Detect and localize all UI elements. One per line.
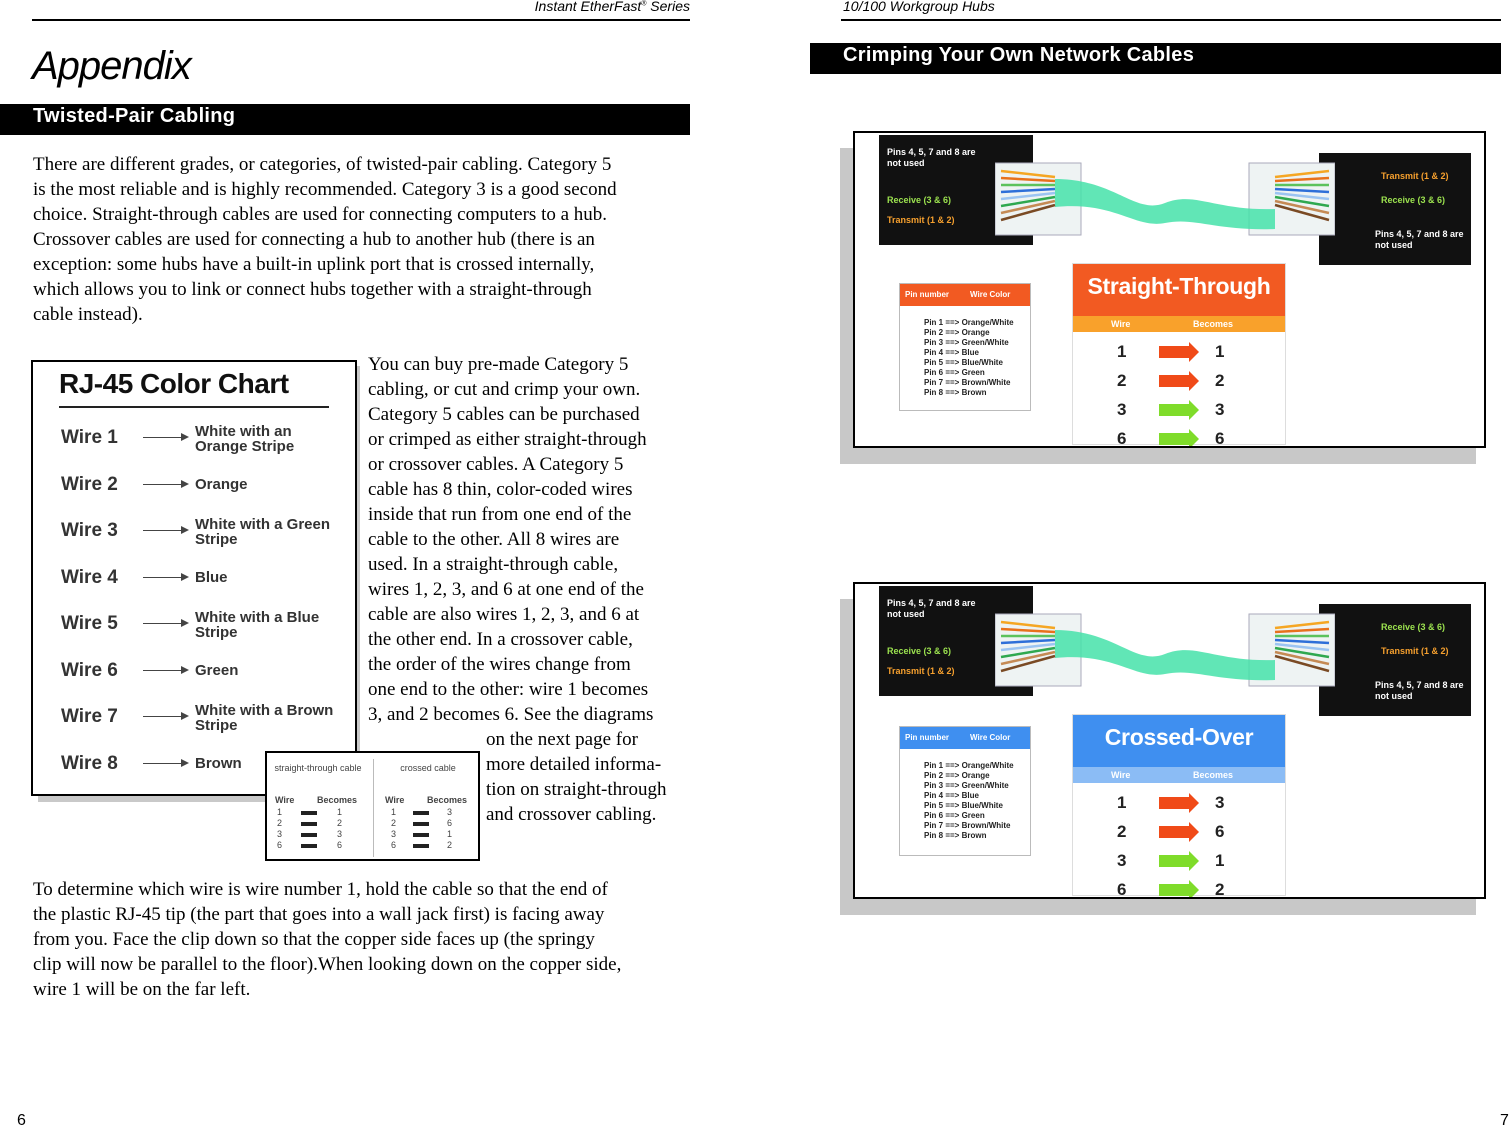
wire-number: 1 <box>1117 793 1127 812</box>
mapping-row <box>1073 789 1285 818</box>
rj45-wire-color: Brown <box>195 754 242 772</box>
rj45-wire-color: Green <box>195 661 239 679</box>
mapping-row <box>1073 876 1285 899</box>
becomes-number: 2 <box>1215 880 1225 899</box>
straight-through-diagram <box>853 131 1486 448</box>
cable-mapping-table <box>265 751 480 861</box>
rj45-row <box>61 564 351 604</box>
arrow-icon <box>1159 404 1189 416</box>
arrow-icon <box>1159 375 1189 387</box>
paragraph-3-line: clip will now be parallel to the floor).When looking down on the copper side, <box>33 954 622 975</box>
becomes-header: Becomes <box>1193 770 1234 780</box>
table-cell: 2 <box>391 818 397 828</box>
right-page-number: 7 <box>1500 1112 1509 1129</box>
rj45-wire-label: Wire 3 <box>61 520 118 541</box>
wire-color-header: Wire Color <box>970 733 1011 742</box>
arrow-icon <box>143 623 183 624</box>
arrow-icon <box>1159 433 1189 445</box>
right-connector-panel <box>1319 604 1471 716</box>
wire-number: 1 <box>1117 342 1127 361</box>
cable-jacket <box>1055 630 1275 680</box>
pin-row: Pin 7 ==> Brown/White <box>924 821 1011 830</box>
table-cell: 2 <box>337 818 343 828</box>
pin-row: Pin 1 ==> Orange/White <box>924 318 1014 327</box>
arrow-icon <box>1159 826 1189 838</box>
pin-row: Pin 4 ==> Blue <box>924 791 979 800</box>
straight-wire-label: Wire <box>275 795 295 805</box>
pin-number-header: Pin number <box>905 290 950 299</box>
arrow-icon <box>413 844 429 848</box>
mapping-row <box>1073 425 1285 448</box>
pin-color-list <box>899 726 1031 856</box>
pin-row: Pin 5 ==> Blue/White <box>924 358 1003 367</box>
rj45-row <box>61 471 351 511</box>
mapping-row <box>1073 818 1285 847</box>
arrow-icon <box>301 844 317 848</box>
paragraph-1-line: is the most reliable and is highly recommended. Category 3 is a good second <box>33 179 617 200</box>
paragraph-2-tail-line: and crossover cabling. <box>486 804 657 825</box>
becomes-header: Becomes <box>1193 319 1234 329</box>
receive-label: Receive (3 & 6) <box>887 646 952 656</box>
paragraph-2-line: used. In a straight-through cable, <box>368 554 619 575</box>
rj45-wire-color: White with a Brown Stripe <box>195 702 334 734</box>
paragraph-2-line: cabling, or cut and crimp your own. <box>368 379 641 400</box>
right-pin-label-b: Receive (3 & 6) <box>1381 195 1446 205</box>
cable-illustration <box>995 608 1335 698</box>
paragraph-2-line: inside that run from one end of the <box>368 504 632 525</box>
receive-label: Receive (3 & 6) <box>887 195 952 205</box>
paragraph-2-tail-line: on the next page for <box>486 729 638 750</box>
rj45-wire-color: White with a Green Stripe <box>195 516 331 548</box>
right-header-rule <box>841 19 1501 21</box>
rj45-wire-label: Wire 1 <box>61 427 118 448</box>
rj45-wire-label: Wire 5 <box>61 613 118 634</box>
arrow-icon <box>413 811 429 815</box>
becomes-number: 3 <box>1215 400 1225 419</box>
paragraph-3 <box>33 877 621 1002</box>
crossed-head: crossed cable <box>400 763 456 773</box>
pin-color-list <box>899 283 1031 411</box>
right-pin-label-b: Transmit (1 & 2) <box>1381 646 1449 656</box>
pins-note: Pins 4, 5, 7 and 8 are not used <box>1375 680 1464 701</box>
pins-note: Pins 4, 5, 7 and 8 are not used <box>887 598 976 619</box>
rj45-wire-color: Orange <box>195 475 248 493</box>
crossed-becomes-label: Becomes <box>427 795 468 805</box>
paragraph-2-tail-line: tion on straight-through <box>486 779 667 800</box>
arrow-icon <box>1159 346 1189 358</box>
mapping-row <box>1073 338 1285 367</box>
arrow-icon <box>143 530 183 531</box>
table-cell: 1 <box>337 807 343 817</box>
diagram-title: Straight-Through <box>1073 264 1285 316</box>
arrow-icon <box>301 833 317 837</box>
pins-note: Pins 4, 5, 7 and 8 are not used <box>1375 229 1464 250</box>
pin-row: Pin 2 ==> Orange <box>924 771 990 780</box>
mapping-row <box>1073 367 1285 396</box>
rj45-wire-label: Wire 4 <box>61 566 118 588</box>
pin-number-header: Pin number <box>905 733 950 742</box>
rj45-wire-label: Wire 7 <box>61 706 118 727</box>
becomes-number: 1 <box>1215 342 1225 361</box>
table-cell: 1 <box>277 807 283 817</box>
paragraph-2-line: 3, and 2 becomes 6. See the diagrams <box>368 704 654 725</box>
paragraph-1-line: Crossover cables are used for connecting a hub to another hub (there is an <box>33 229 595 250</box>
becomes-number: 2 <box>1215 371 1225 390</box>
rj45-wire-color: Blue <box>195 568 228 586</box>
wire-number: 3 <box>1117 400 1127 419</box>
arrow-icon <box>1159 884 1189 896</box>
crossed-wire-label: Wire <box>385 795 405 805</box>
rj45-row <box>61 703 351 743</box>
left-header-rule <box>32 19 690 21</box>
right-connector-panel <box>1319 153 1471 265</box>
paragraph-2-line: cable has 8 thin, color-coded wires <box>368 479 633 500</box>
paragraph-2-line: cable to the other. All 8 wires are <box>368 529 620 550</box>
paragraph-2-line: Category 5 cables can be purchased <box>368 404 640 425</box>
crossover-diagram <box>853 582 1486 899</box>
diagram-title: Crossed-Over <box>1073 715 1285 767</box>
mapping-row <box>1073 396 1285 425</box>
wire-mapping-table <box>1072 263 1286 448</box>
table-cell: 3 <box>277 829 283 839</box>
rj45-wire-label: Wire 8 <box>61 752 118 774</box>
rj45-chart-rule <box>59 406 329 408</box>
table-cell: 6 <box>277 840 283 850</box>
pin-row: Pin 6 ==> Green <box>924 811 985 820</box>
pin-list-body <box>900 749 1030 841</box>
rj45-row <box>61 657 351 697</box>
table-cell: 3 <box>337 829 343 839</box>
right-running-head: 10/100 Workgroup Hubs <box>843 0 995 14</box>
pin-row: Pin 3 ==> Green/White <box>924 781 1009 790</box>
table-cell: 1 <box>391 807 397 817</box>
rj45-wire-label: Wire 2 <box>61 473 118 495</box>
arrow-icon <box>301 822 317 826</box>
paragraph-2-line: wires 1, 2, 3, and 6 at one end of the <box>368 579 644 600</box>
arrow-icon <box>143 437 183 438</box>
pin-row: Pin 8 ==> Brown <box>924 831 987 840</box>
mapping-header <box>1073 767 1285 783</box>
becomes-number: 6 <box>1215 429 1225 448</box>
pin-row: Pin 6 ==> Green <box>924 368 985 377</box>
paragraph-2 <box>368 352 653 727</box>
arrow-icon <box>143 716 183 717</box>
rj45-row <box>61 610 351 650</box>
right-pin-label-a: Transmit (1 & 2) <box>1381 171 1449 181</box>
mapping-header <box>1073 316 1285 332</box>
pin-list-header <box>900 727 1030 749</box>
table-cell: 6 <box>447 818 453 828</box>
cable-illustration <box>995 157 1335 247</box>
straight-through-head: straight-through cable <box>274 763 362 773</box>
section-bar-twisted-pair: Twisted-Pair Cabling <box>0 104 690 135</box>
arrow-icon <box>143 763 183 764</box>
left-page-number: 6 <box>17 1112 26 1129</box>
paragraph-2-tail <box>486 727 666 827</box>
arrow-icon <box>413 833 429 837</box>
arrow-icon <box>301 811 317 815</box>
pin-row: Pin 4 ==> Blue <box>924 348 979 357</box>
paragraph-1-line: cable instead). <box>33 304 143 325</box>
paragraph-2-line: or crossover cables. A Category 5 <box>368 454 624 475</box>
becomes-number: 3 <box>1215 793 1225 812</box>
paragraph-1-line: exception: some hubs have a built-in uplink port that is crossed internally, <box>33 254 595 275</box>
section-bar-crimping: Crimping Your Own Network Cables <box>810 43 1501 74</box>
paragraph-2-line: the other end. In a crossover cable, <box>368 629 633 650</box>
table-cell: 1 <box>447 829 453 839</box>
paragraph-3-line: the plastic RJ-45 tip (the part that goes into a wall jack first) is facing away <box>33 904 605 925</box>
pin-row: Pin 2 ==> Orange <box>924 328 990 337</box>
wire-color-header: Wire Color <box>970 290 1011 299</box>
pin-row: Pin 3 ==> Green/White <box>924 338 1009 347</box>
mapping-row <box>1073 847 1285 876</box>
arrow-icon <box>1159 855 1189 867</box>
pin-row: Pin 5 ==> Blue/White <box>924 801 1003 810</box>
paragraph-2-line: You can buy pre-made Category 5 <box>368 354 629 375</box>
rj45-wire-label: Wire 6 <box>61 659 118 681</box>
table-cell: 2 <box>277 818 283 828</box>
rj45-row <box>61 424 351 464</box>
right-pin-label-a: Receive (3 & 6) <box>1381 622 1446 632</box>
wire-mapping-table <box>1072 714 1286 899</box>
paragraph-1-line: which allows you to link or connect hubs together with a straight-through <box>33 279 592 300</box>
transmit-label: Transmit (1 & 2) <box>887 215 955 225</box>
straight-becomes-label: Becomes <box>317 795 358 805</box>
paragraph-3-line: wire 1 will be on the far left. <box>33 979 251 1000</box>
paragraph-2-line: cable are also wires 1, 2, 3, and 6 at <box>368 604 640 625</box>
pin-row: Pin 1 ==> Orange/White <box>924 761 1014 770</box>
table-cell: 2 <box>447 840 453 850</box>
pin-list-body <box>900 306 1030 398</box>
wire-number: 6 <box>1117 429 1127 448</box>
paragraph-2-line: the order of the wires change from <box>368 654 631 675</box>
paragraph-3-line: from you. Face the clip down so that the copper side faces up (the springy <box>33 929 595 950</box>
cable-jacket <box>1055 179 1275 229</box>
wire-header: Wire <box>1111 319 1131 329</box>
wire-number: 2 <box>1117 371 1127 390</box>
pin-row: Pin 7 ==> Brown/White <box>924 378 1011 387</box>
left-running-head: Instant EtherFast® Series <box>534 0 690 14</box>
table-cell: 6 <box>391 840 397 850</box>
table-cell: 3 <box>391 829 397 839</box>
transmit-label: Transmit (1 & 2) <box>887 666 955 676</box>
rj45-wire-color: White with an Orange Stripe <box>195 423 295 455</box>
rj45-chart-title: RJ-45 Color Chart <box>59 368 289 399</box>
wire-header: Wire <box>1111 770 1131 780</box>
rj45-color-chart <box>31 360 357 796</box>
arrow-icon <box>143 577 183 578</box>
pin-row: Pin 8 ==> Brown <box>924 388 987 397</box>
rj45-row <box>61 517 351 557</box>
paragraph-1-line: There are different grades, or categories, of twisted-pair cabling. Category 5 <box>33 154 612 175</box>
table-divider <box>373 759 374 857</box>
table-cell: 6 <box>337 840 343 850</box>
paragraph-3-line: To determine which wire is wire number 1, hold the cable so that the end of <box>33 879 608 900</box>
arrow-icon <box>143 484 183 485</box>
becomes-number: 6 <box>1215 822 1225 841</box>
wire-number: 3 <box>1117 851 1127 870</box>
paragraph-2-line: or crimped as either straight-through <box>368 429 647 450</box>
arrow-icon <box>413 822 429 826</box>
page-title: Appendix <box>32 44 191 88</box>
paragraph-1 <box>33 152 617 327</box>
wire-number: 6 <box>1117 880 1127 899</box>
wire-number: 2 <box>1117 822 1127 841</box>
arrow-icon <box>143 670 183 671</box>
paragraph-1-line: choice. Straight-through cables are used for connecting computers to a hub. <box>33 204 608 225</box>
paragraph-2-tail-line: more detailed informa- <box>486 754 662 775</box>
paragraph-2-line: one end to the other: wire 1 becomes <box>368 679 649 700</box>
becomes-number: 1 <box>1215 851 1225 870</box>
rj45-wire-color: White with a Blue Stripe <box>195 609 320 641</box>
pin-list-header <box>900 284 1030 306</box>
arrow-icon <box>1159 797 1189 809</box>
table-cell: 3 <box>447 807 453 817</box>
pins-note: Pins 4, 5, 7 and 8 are not used <box>887 147 976 168</box>
